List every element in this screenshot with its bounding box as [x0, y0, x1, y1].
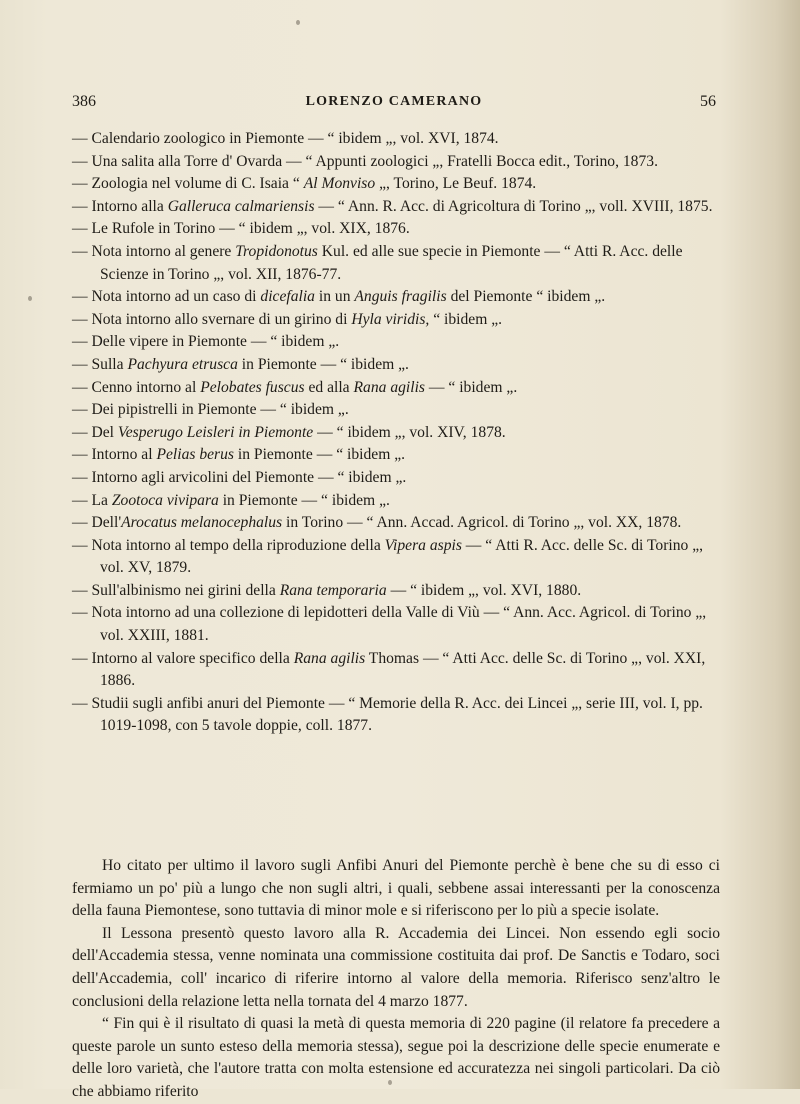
entry-italic-title: Al Monviso: [303, 175, 376, 193]
entry-text: — “ Atti R. Acc. delle Sc. di Torino „, vol. XV, 1879.: [100, 536, 704, 577]
entry-text: in Piemonte — “ ibidem „.: [218, 491, 390, 509]
entry-text: — Dell': [72, 514, 122, 532]
bibliography-entry: [72, 331, 720, 354]
entry-text: — Nota intorno al genere: [72, 242, 236, 260]
entry-text: — Una salita alla Torre d' Ovarda — “ Appunti zoologici „, Fratelli Bocca edit., Torino, 1873.: [72, 152, 658, 170]
bibliography-entry: [72, 422, 720, 445]
bibliography-entry: [72, 535, 720, 580]
bibliography-entry: [72, 602, 720, 647]
entry-text: — Intorno alla: [72, 197, 168, 215]
entry-text: Kul. ed alle sue specie in Piemonte — “ Atti R. Acc. delle Scienze in Torino „, vol. XII, 1876-77.: [100, 242, 683, 283]
entry-text: — Intorno agli arvicolini del Piemonte — “ ibidem „.: [72, 468, 407, 486]
bibliography-entry: [72, 196, 720, 219]
entry-text: — Le Rufole in Torino — “ ibidem „, vol. XIX, 1876.: [72, 220, 410, 238]
entry-italic-title: Vipera aspis: [384, 536, 462, 554]
bibliography-entry: [72, 693, 720, 738]
entry-text: in Piemonte — “ ibidem „.: [233, 446, 406, 464]
entry-italic-title: Hyla viridis,: [351, 310, 430, 328]
entry-text: — Delle vipere in Piemonte — “ ibidem „.: [72, 333, 340, 351]
bibliography-entry: [72, 173, 720, 196]
bibliography-entry: [72, 490, 720, 513]
ink-speck: [28, 296, 32, 301]
entry-text: — Calendario zoologico in Piemonte — “ ibidem „, vol. XVI, 1874.: [72, 130, 499, 147]
entry-italic-title: Arocatus melanocephalus: [121, 514, 283, 532]
entry-text: — Cenno intorno al: [72, 378, 201, 396]
entry-text: — “ ibidem „.: [424, 378, 518, 396]
entry-italic-title: Galleruca calmariensis: [167, 197, 315, 215]
entry-text: — “ ibidem „, vol. XVI, 1880.: [386, 581, 582, 599]
entry-text: — Zoologia nel volume di C. Isaia “: [72, 175, 304, 193]
entry-text: — Nota intorno ad una collezione di lepidotteri della Valle di Viù — “ Ann. Acc. Agricol. di Torino „, vol. XXIII, 1881.: [72, 604, 707, 645]
entry-text: — Nota intorno allo svernare di un girino di: [72, 310, 352, 328]
entry-italic-title: Rana agilis: [293, 649, 366, 667]
entry-italic-title: Zootoca vivipara: [111, 491, 219, 509]
entry-text: „, Torino, Le Beuf. 1874.: [375, 175, 537, 193]
entry-text: — Intorno al: [72, 446, 157, 464]
entry-text: — Nota intorno ad un caso di: [72, 288, 261, 306]
bibliography-entry: [72, 648, 720, 693]
running-title-author: LORENZO CAMERANO: [305, 94, 483, 109]
bibliography-entry: [72, 151, 720, 174]
entry-text: — Intorno al valore specifico della: [72, 649, 294, 667]
entry-text: in Piemonte — “ ibidem „.: [237, 355, 409, 373]
entry-italic-title: Rana agilis: [353, 378, 425, 396]
bibliography-entry: [72, 377, 720, 400]
ink-speck: [388, 1080, 392, 1085]
bibliography-entry: [72, 580, 720, 603]
bibliography-entry: [72, 309, 720, 332]
entry-text: “ ibidem „.: [429, 310, 503, 328]
entry-text: ed alla: [304, 378, 354, 396]
entry-text: — Del: [72, 423, 118, 441]
entry-text: — Nota intorno al tempo della riproduzione della: [72, 536, 385, 554]
bibliography-entry: [72, 218, 720, 241]
bibliography-list: [72, 128, 720, 738]
body-paragraph: “ Fin qui è il risultato di quasi la metà di questa memoria di 220 pagine (il relatore fa precedere a queste parole un sunto esteso della memoria stessa), segue poi la descrizione delle specie enumerate e delle loro varietà, che l'autore tratta con molta estensione ed accuratezza nei singoli particolari. Da ciò che abbiamo riferito: [72, 1015, 720, 1100]
entry-italic-title: Anguis fragilis: [354, 288, 447, 306]
entry-text: — Dei pipistrelli in Piemonte — “ ibidem „.: [72, 401, 349, 419]
entry-text: — Studii sugli anfibi anuri del Piemonte — “ Memorie della R. Acc. dei Lincei „, serie III, vol. I, pp. 1019-1098, con 5 tavole doppie, coll. 1877.: [72, 694, 703, 735]
entry-text: del Piemonte “ ibidem „.: [446, 288, 606, 306]
entry-text: in Torino — “ Ann. Accad. Agricol. di Torino „, vol. XX, 1878.: [282, 514, 682, 532]
entry-text: — Sulla: [72, 355, 128, 373]
bibliography-entry: [72, 399, 720, 422]
entry-italic-title: Pelias berus: [156, 446, 234, 464]
entry-text: — “ Ann. R. Acc. di Agricoltura di Torino „, voll. XVIII, 1875.: [314, 197, 713, 215]
bibliography-entry: [72, 354, 720, 377]
ink-speck: [296, 20, 300, 25]
entry-italic-title: Tropidonotus: [235, 242, 318, 260]
entry-text: — “ ibidem „, vol. XIV, 1878.: [313, 423, 506, 441]
section-number: 56: [700, 93, 716, 110]
body-text: [72, 855, 720, 1104]
entry-text: — La: [72, 491, 112, 509]
body-paragraph: Ho citato per ultimo il lavoro sugli Anfibi Anuri del Piemonte perchè è bene che su di esso ci fermiamo un po' più a lungo che non sugli altri, i quali, sebbene assai interessanti per la conoscenza della fauna Piemontese, sono tuttavia di minor mole e si riferiscono per lo più a specie isolate.: [72, 857, 720, 920]
entry-text: Thomas — “ Atti Acc. delle Sc. di Torino „, vol. XXI, 1886.: [100, 649, 706, 690]
entry-text: in un: [314, 288, 355, 306]
running-header: [72, 93, 716, 119]
entry-italic-title: Rana temporaria: [279, 581, 387, 599]
entry-italic-title: Pachyura etrusca: [127, 355, 238, 373]
bibliography-entry: [72, 286, 720, 309]
entry-italic-title: dicefalia: [260, 288, 315, 306]
entry-italic-title: Vesperugo Leisleri in Piemonte: [117, 423, 314, 441]
bibliography-entry: [72, 128, 720, 151]
entry-text: — Sull'albinismo nei girini della: [72, 581, 280, 599]
bibliography-entry: [72, 512, 720, 535]
page-number: 386: [72, 93, 96, 110]
entry-italic-title: Pelobates fuscus: [200, 378, 305, 396]
bibliography-entry: [72, 444, 720, 467]
bibliography-entry: [72, 467, 720, 490]
body-paragraph: Il Lessona presentò questo lavoro alla R. Accademia dei Lincei. Non essendo egli socio dell'Accademia stessa, venne nominata una commissione costituita dai prof. De Sanctis e Todaro, soci dell'Accademia, coll' incarico di riferire intorno al valore della memoria. Riferisco senz'altro le conclusioni della relazione letta nella tornata del 4 marzo 1877.: [72, 924, 720, 1010]
bibliography-entry: [72, 241, 720, 286]
